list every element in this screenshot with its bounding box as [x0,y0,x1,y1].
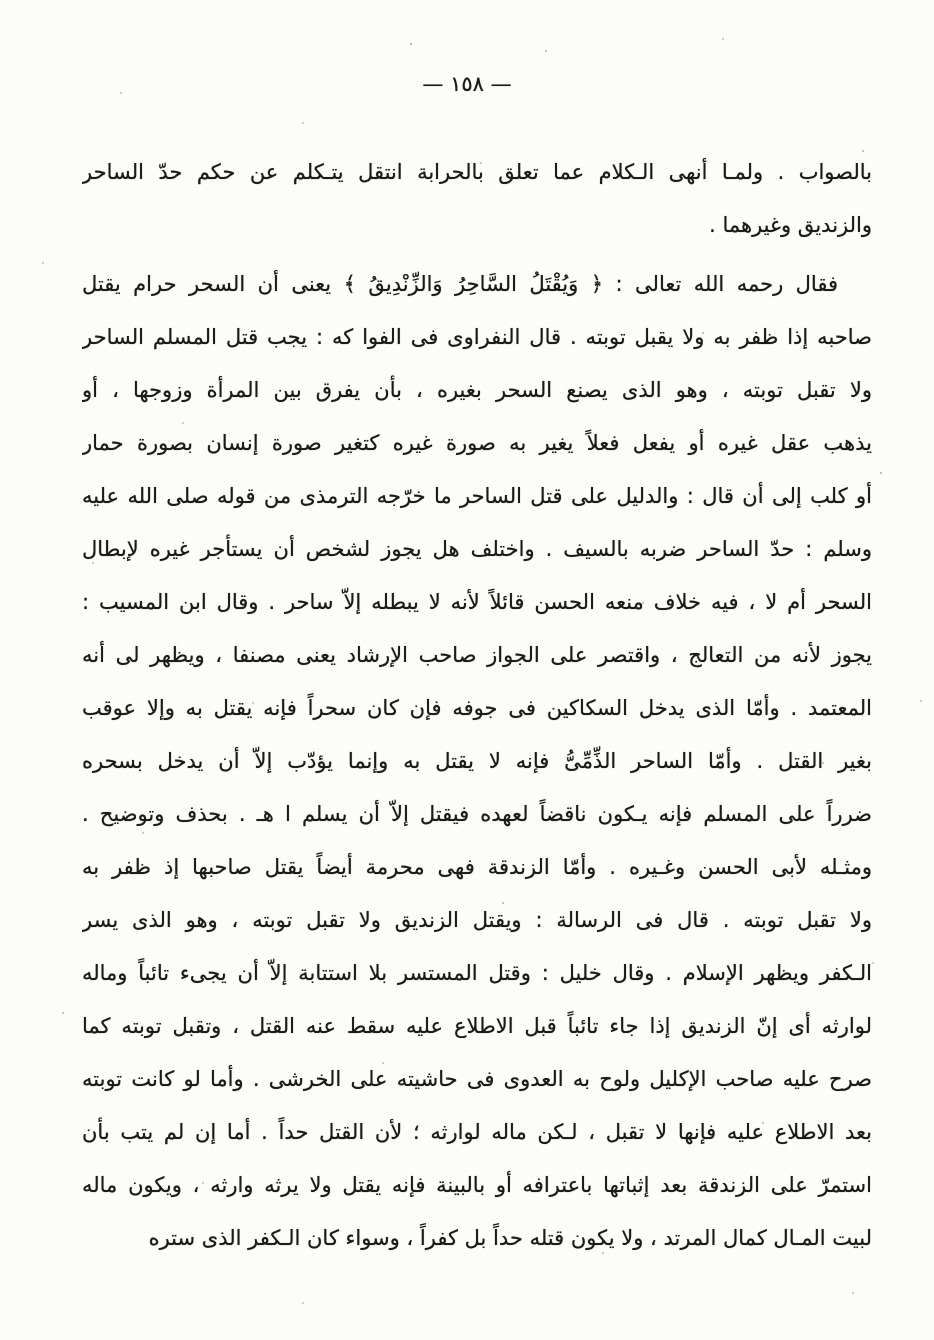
text-line: بغير القتل . وأمّا الساحر الذِّمِّىُّ فإنه لا يقتل به وإنما يؤدّب إلاّ أن يدخل بسحره [82,749,872,773]
page-number: — ١٥٨ — [422,72,512,96]
text-line: صاحبه إذا ظفر به ولا يقبل توبته . قال النفراوى فى الفوا كه : يجب قتل المسلم الساحر [82,325,872,349]
page-text [82,146,872,1265]
text-line: فقال رحمه الله تعالى : ﴿ وَيُقْتَلُ السَّاحِرُ وَالزِّنْدِيقُ ﴾ يعنى أن السحر حرام يقتل [82,272,838,296]
text-line: والزنديق وغيرهما . [709,213,872,237]
text-line: المعتمد . وأمّا الذى يدخل السكاكين فى جوفه فإن كان سحراً فإنه يقتل به وإلا عوقب [82,696,872,720]
text-line: أو كلب إلى أن قال : والدليل على قتل الساحر ما خرّجه الترمذى من قوله صلى الله عليه [82,484,872,508]
text-line: بعد الاطلاع عليه فإنها لا تقبل ، لـكن ماله لوارثه ؛ لأن القتل حداً . أما إن لم يتب بأن [82,1120,872,1144]
text-line: ضرراً على المسلم فإنه يـكون ناقضاً لعهده فيقتل إلاّ أن يسلم ا هـ . بحذف وتوضيح . [82,802,872,826]
text-line: لبيت المـال كمال المرتد ، ولا يكون قتله حداً بل كفراً ، وسواء كان الـكفر الذى ستره [148,1226,872,1250]
text-line: ومثـله لأبى الحسن وغـيره . وأمّا الزندقة فهى محرمة أيضاً يقتل صاحبها إذ ظفر به [82,855,872,879]
text-line: يجوز لأنه من التعالج ، واقتصر على الجواز صاحب الإرشاد يعنى مصنفا ، ويظهر لى أنه [82,643,872,667]
text-line: بالصواب . ولمـا أنهى الـكلام عما تعلق بالحرابة انتقل يتـكلم عن حكم حدّ الساحر [82,160,872,184]
text-line: وسلم : حدّ الساحر ضربه بالسيف . واختلف هل يجوز لشخص أن يستأجر غيره لإبطال [82,537,872,561]
text-line: صرح عليه صاحب الإكليل ولوح به العدوى فى حاشيته على الخرشى . وأما لو كانت توبته [82,1067,872,1091]
text-line: الـكفر ويظهر الإسلام . وقال خليل : وقتل المستسر بلا استتابة إلاّ أن يجىء تائباً وماله [82,961,872,985]
scan-noise [0,0,2,2]
text-line: السحر أم لا ، فيه خلاف منعه الحسن قائلاً لأنه لا يبطله إلاّ ساحر . وقال ابن المسيب : [82,590,872,614]
paragraph [82,258,872,1265]
text-line: ولا تقبل توبته ، وهو الذى يصنع السحر بغيره ، بأن يفرق بين المرأة وزوجها ، أو [82,378,872,402]
text-line: ولا تقبل توبته . قال فى الرسالة : ويقتل الزنديق ولا تقبل توبته ، وهو الذى يسر [82,908,872,932]
paragraph [82,146,872,252]
text-line: يذهب عقل غيره أو يفعل فعلاً يغير به صورة غيره كتغير صورة إنسان بصورة حمار [82,431,872,455]
text-line: استمرّ على الزندقة بعد إثباتها باعترافه أو بالبينة فإنه يقتل ولا يرثه وارثه ، ويكون ماله [82,1173,872,1197]
text-line: لوارثه أى إنّ الزنديق إذا جاء تائباً قبل الاطلاع عليه سقط عنه القتل ، وتقبل توبته كما [82,1014,872,1038]
